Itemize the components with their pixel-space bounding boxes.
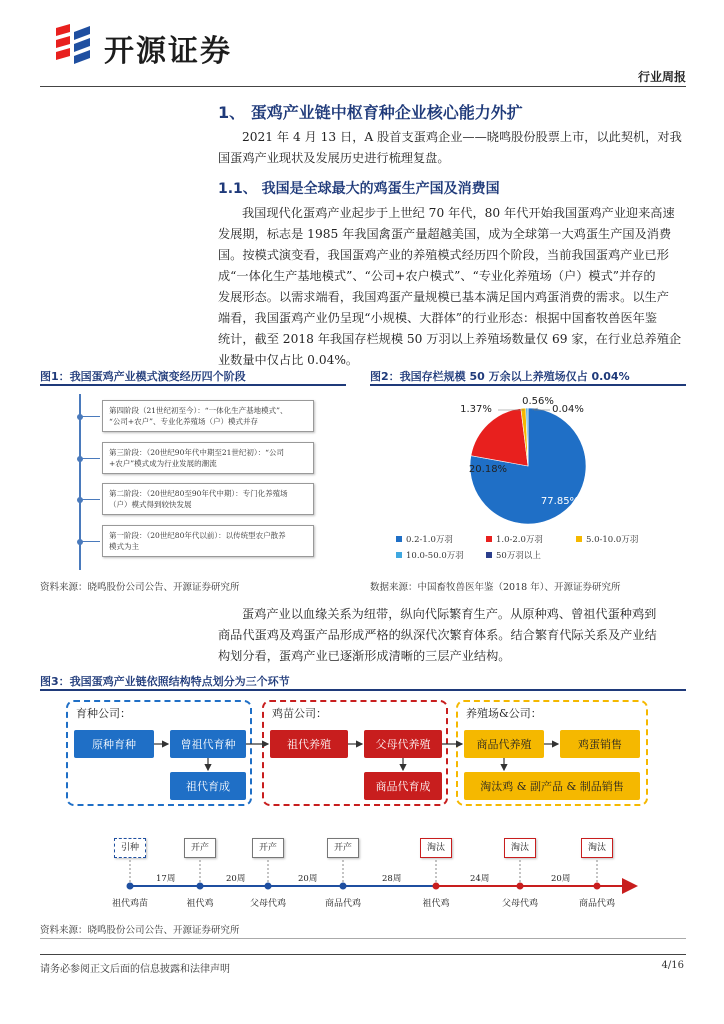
pie-data-label: 77.85% <box>540 496 580 507</box>
body-line: 蛋鸡产业以血缘关系为纽带，纵向代际繁育生产。从原种鸡、曾祖代蛋种鸡到 <box>242 607 657 621</box>
timeline-week: 17周 <box>156 874 176 884</box>
pie-data-label: 20.18% <box>468 464 508 475</box>
figure-3-bottom-rule <box>40 938 686 939</box>
figure-2-title: 图2：我国存栏规模 50 万余以上养殖场仅占 0.04% <box>370 370 630 383</box>
timeline-week: 28周 <box>382 874 402 884</box>
figure-3-source: 资料来源：晓鸣股份公司公告、开源证券研究所 <box>40 925 240 936</box>
timeline-node <box>127 883 134 890</box>
box-zengzu: 曾祖代育种 <box>170 730 246 758</box>
box-fumu: 父母代养殖 <box>364 730 442 758</box>
intro-line: 2021 年 4 月 13 日，A 股首支蛋鸡企业——晓鸣股份股票上市，以此契机，对我 <box>242 130 682 144</box>
timeline-label: 商品代鸡 <box>324 899 361 909</box>
timeline-node <box>594 883 601 890</box>
stage-text: 模式为主 <box>109 542 139 551</box>
body-line: 发展期，标志是 1985 年我国禽蛋产量超越美国，成为全球第一大鸡蛋生产国及消费 <box>218 227 672 241</box>
section-1-title: 1、 蛋鸡产业链中枢育种企业核心能力外扩 <box>218 103 523 122</box>
body-line: 构划分看，蛋鸡产业已逐渐形成清晰的三层产业结构。 <box>218 649 511 663</box>
timeline-label: 祖代鸡苗 <box>111 899 148 909</box>
box-taotai: 淘汰鸡 & 副产品 & 制品销售 <box>464 772 640 800</box>
box-yuanzhong: 原种育种 <box>74 730 154 758</box>
stage-text: “公司+农户”、专业化养殖场（户）模式并存 <box>109 417 258 426</box>
company-name: 开源证券 <box>104 34 232 69</box>
timeline-label: 祖代鸡 <box>422 899 450 909</box>
timeline-week: 20周 <box>298 874 318 884</box>
timeline-week: 20周 <box>226 874 246 884</box>
timeline-label: 祖代鸡 <box>186 899 214 909</box>
stage-text: 第二阶段：（20世纪80至90年代中期）：专门化养殖场 <box>109 489 288 498</box>
figure-1-source: 资料来源：晓鸣股份公司公告、开源证券研究所 <box>40 582 240 593</box>
body-line: 商品代蛋鸡及鸡蛋产品形成严格的纵深代次繁育体系。结合繁育代际关系及产业结 <box>218 628 657 642</box>
breeding-group-label: 育种公司： <box>76 707 131 720</box>
pie-data-label: 1.37% <box>460 404 492 415</box>
section-1-1-title: 1.1、 我国是全球最大的鸡蛋生产国及消费国 <box>218 181 500 197</box>
timeline-tag: 淘汰 <box>504 838 536 858</box>
stage-text: 第三阶段：（20世纪90年代中期至21世纪初）：“公司 <box>109 448 284 457</box>
legend-label: 0.2-1.0万羽 <box>406 535 453 545</box>
timeline-label: 商品代鸡 <box>578 899 615 909</box>
footer-divider <box>40 954 686 955</box>
figure-1-title: 图1：我国蛋鸡产业模式演变经历四个阶段 <box>40 370 246 383</box>
box-zuyangzhi: 祖代养殖 <box>270 730 348 758</box>
body-line: 统计，截至 2018 年我国存栏规模 50 万羽以上养殖场数量仅 69 家，在行业总养殖企 <box>218 332 682 346</box>
timeline-node <box>433 883 440 890</box>
body-line: 业数量中仅占比 0.04%。 <box>218 353 359 367</box>
stage-text: 第四阶段（21世纪初至今）：“一体化生产基地模式”、 <box>109 406 288 415</box>
stage-text: 第一阶段：（20世纪80年代以前）：以传统型农户散养 <box>109 531 286 540</box>
stage-text: +农户”模式成为行业发展的潮流 <box>109 459 217 468</box>
timeline-node <box>517 883 524 890</box>
legend-label: 10.0-50.0万羽 <box>406 551 464 561</box>
timeline-node <box>197 883 204 890</box>
body-line: 发展形态。以需求端看，我国鸡蛋产量规模已基本满足国内鸡蛋消费的需求。以生产 <box>218 290 669 304</box>
timeline-label: 父母代鸡 <box>249 899 286 909</box>
box-shangyangzhi: 商品代养殖 <box>464 730 544 758</box>
timeline-node <box>340 883 347 890</box>
chick-group-label: 鸡苗公司： <box>272 707 327 720</box>
intro-line: 国蛋鸡产业现状及发展历史进行梳理复盘。 <box>218 151 450 165</box>
timeline-tag: 引种 <box>114 838 146 858</box>
timeline-week: 24周 <box>470 874 490 884</box>
timeline-tag: 淘汰 <box>420 838 452 858</box>
legend-label: 5.0-10.0万羽 <box>586 535 639 545</box>
timeline-tag: 开产 <box>184 838 216 858</box>
timeline-tag: 淘汰 <box>581 838 613 858</box>
box-shangyucheng: 商品代育成 <box>364 772 442 800</box>
timeline-tag: 开产 <box>327 838 359 858</box>
footer-disclaimer: 请务必参阅正文后面的信息披露和法律声明 <box>40 964 230 975</box>
body-line: 成“一体化生产基地模式”、“公司+农户模式”、“专业化养殖场（户）模式”并存的 <box>218 269 656 283</box>
figure-2-source: 数据来源：中国畜牧兽医年鉴（2018 年）、开源证券研究所 <box>370 582 621 593</box>
body-line: 国。按模式演变看，我国蛋鸡产业的养殖模式经历四个阶段，当前我国蛋鸡产业已形 <box>218 248 669 262</box>
stage-text: （户）模式得到较快发展 <box>109 500 192 509</box>
box-zuyucheng: 祖代育成 <box>170 772 246 800</box>
pie-data-label: 0.04% <box>552 404 584 415</box>
legend-label: 50万羽以上 <box>496 551 541 561</box>
legend-label: 1.0-2.0万羽 <box>496 535 543 545</box>
figure-3-title: 图3：我国蛋鸡产业链依照结构特点划分为三个环节 <box>40 675 290 688</box>
timeline-label: 父母代鸡 <box>501 899 538 909</box>
timeline-node <box>265 883 272 890</box>
box-jidan: 鸡蛋销售 <box>560 730 640 758</box>
body-line: 端看，我国蛋鸡产业仍呈现“小规模、大群体”的行业形态：根据中国畜牧兽医年鉴 <box>218 311 658 325</box>
timeline-week: 20周 <box>551 874 571 884</box>
pie-data-label: 0.56% <box>522 396 554 407</box>
timeline-tag: 开产 <box>252 838 284 858</box>
report-type: 行业周报 <box>637 70 686 84</box>
body-line: 我国现代化蛋鸡产业起步于上世纪 70 年代，80 年代开始我国蛋鸡产业迎来高速 <box>242 206 675 220</box>
page-number: 4/16 <box>661 960 684 971</box>
farm-group-label: 养殖场&公司： <box>466 707 542 720</box>
